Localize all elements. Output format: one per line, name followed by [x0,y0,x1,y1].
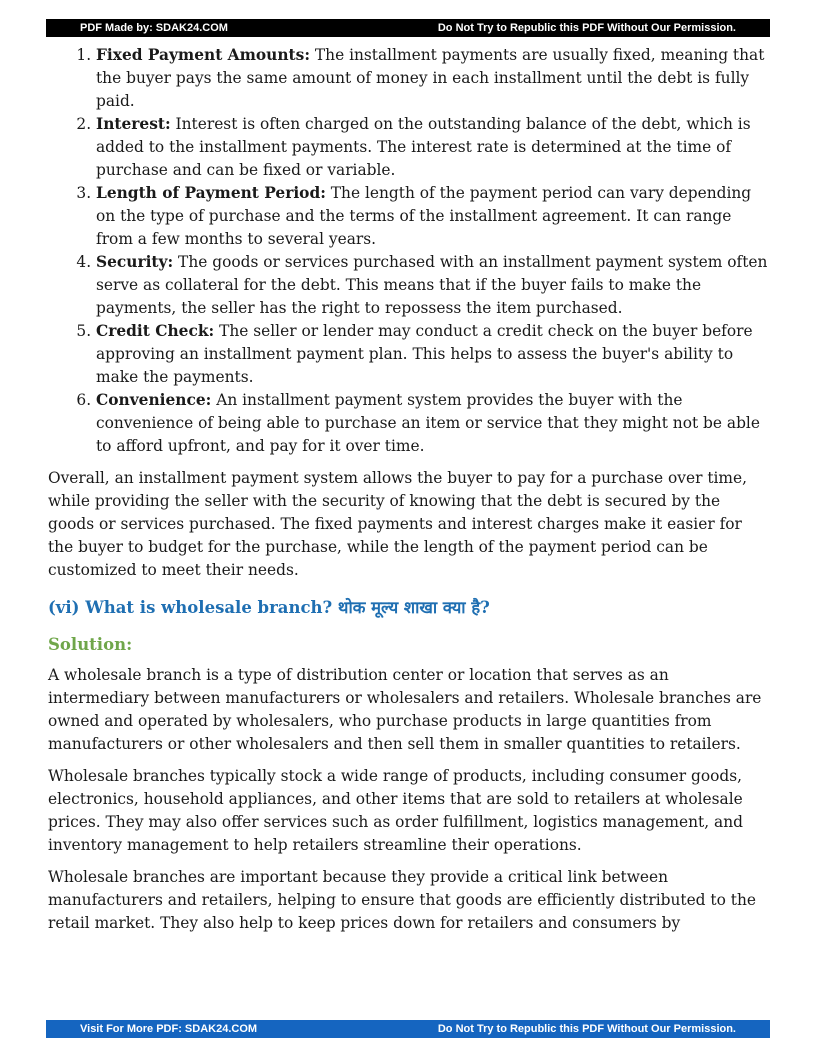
list-item [96,251,770,320]
body-paragraph: Wholesale branches are important because they provide a critical link between manufacturers and retailers, helping to ensure that goods are efficiently distributed to the retail market. They also help to keep prices down for retailers and consumers by [48,868,756,932]
overall-paragraph: Overall, an installment payment system allows the buyer to pay for a purchase over time, while providing the seller with the security of knowing that the debt is secured by the goods or services purchased. The fixed payments and interest charges make it easier for the buyer to budget for the purchase, while the length of the payment period can be customized to meet their needs. [48,469,748,579]
list-item [96,389,770,458]
list-item [96,44,770,113]
question-heading: (vi) What is wholesale branch? थोक मूल्य शाखा क्या है? [48,598,490,617]
list-item-term: Interest: [96,115,171,133]
solution-label: Solution: [48,635,133,654]
list-item-text: The length of the payment period can vary depending on the type of purchase and the terms of the installment agreement. It can range from a few months to several years. [96,184,752,248]
footer-link-text: Visit For More PDF: SDAK24.COM [80,1023,258,1035]
list-item [96,182,770,251]
list-item-term: Credit Check: [96,322,215,340]
footer-notice-text: Do Not Try to Republic this PDF Without Our Permission. [437,1023,736,1035]
feature-list [48,44,770,458]
body-paragraph: A wholesale branch is a type of distribution center or location that serves as an intermediary between manufacturers or wholesalers and retailers. Wholesale branches are owned and operated by wholesalers, who purchase products in large quantities from manufacturers or other wholesalers and then sell them in smaller quantities to retailers. [48,666,762,753]
body-paragraph: Wholesale branches typically stock a wide range of products, including consumer goods, electronics, household appliances, and other items that are sold to retailers at wholesale prices. They may also offer services such as order fulfillment, logistics management, and inventory management to help retailers streamline their operations. [48,767,743,854]
list-item-text: Interest is often charged on the outstanding balance of the debt, which is added to the installment payments. The interest rate is determined at the time of purchase and can be fixed or variable. [96,115,751,179]
list-item-text: The goods or services purchased with an installment payment system often serve as collateral for the debt. This means that if the buyer fails to make the payments, the seller has the right to repossess the item purchased. [96,253,768,317]
list-item-term: Length of Payment Period: [96,184,326,202]
header-notice-text: Do Not Try to Republic this PDF Without Our Permission. [437,22,736,34]
list-item-term: Security: [96,253,174,271]
list-item-text: The installment payments are usually fixed, meaning that the buyer pays the same amount of money in each installment until the debt is fully paid. [96,46,765,110]
list-item-term: Convenience: [96,391,212,409]
header-banner [46,19,770,37]
list-item-term: Fixed Payment Amounts: [96,46,310,64]
footer-banner [46,1020,770,1038]
list-item-text: The seller or lender may conduct a credit check on the buyer before approving an installment payment plan. This helps to assess the buyer's ability to make the payments. [96,322,753,386]
list-item-text: An installment payment system provides the buyer with the convenience of being able to purchase an item or service that they might not be able to afford upfront, and pay for it over time. [96,391,760,455]
page-content [48,44,770,935]
list-item [96,113,770,182]
list-item [96,320,770,389]
header-source-text: PDF Made by: SDAK24.COM [80,22,228,34]
